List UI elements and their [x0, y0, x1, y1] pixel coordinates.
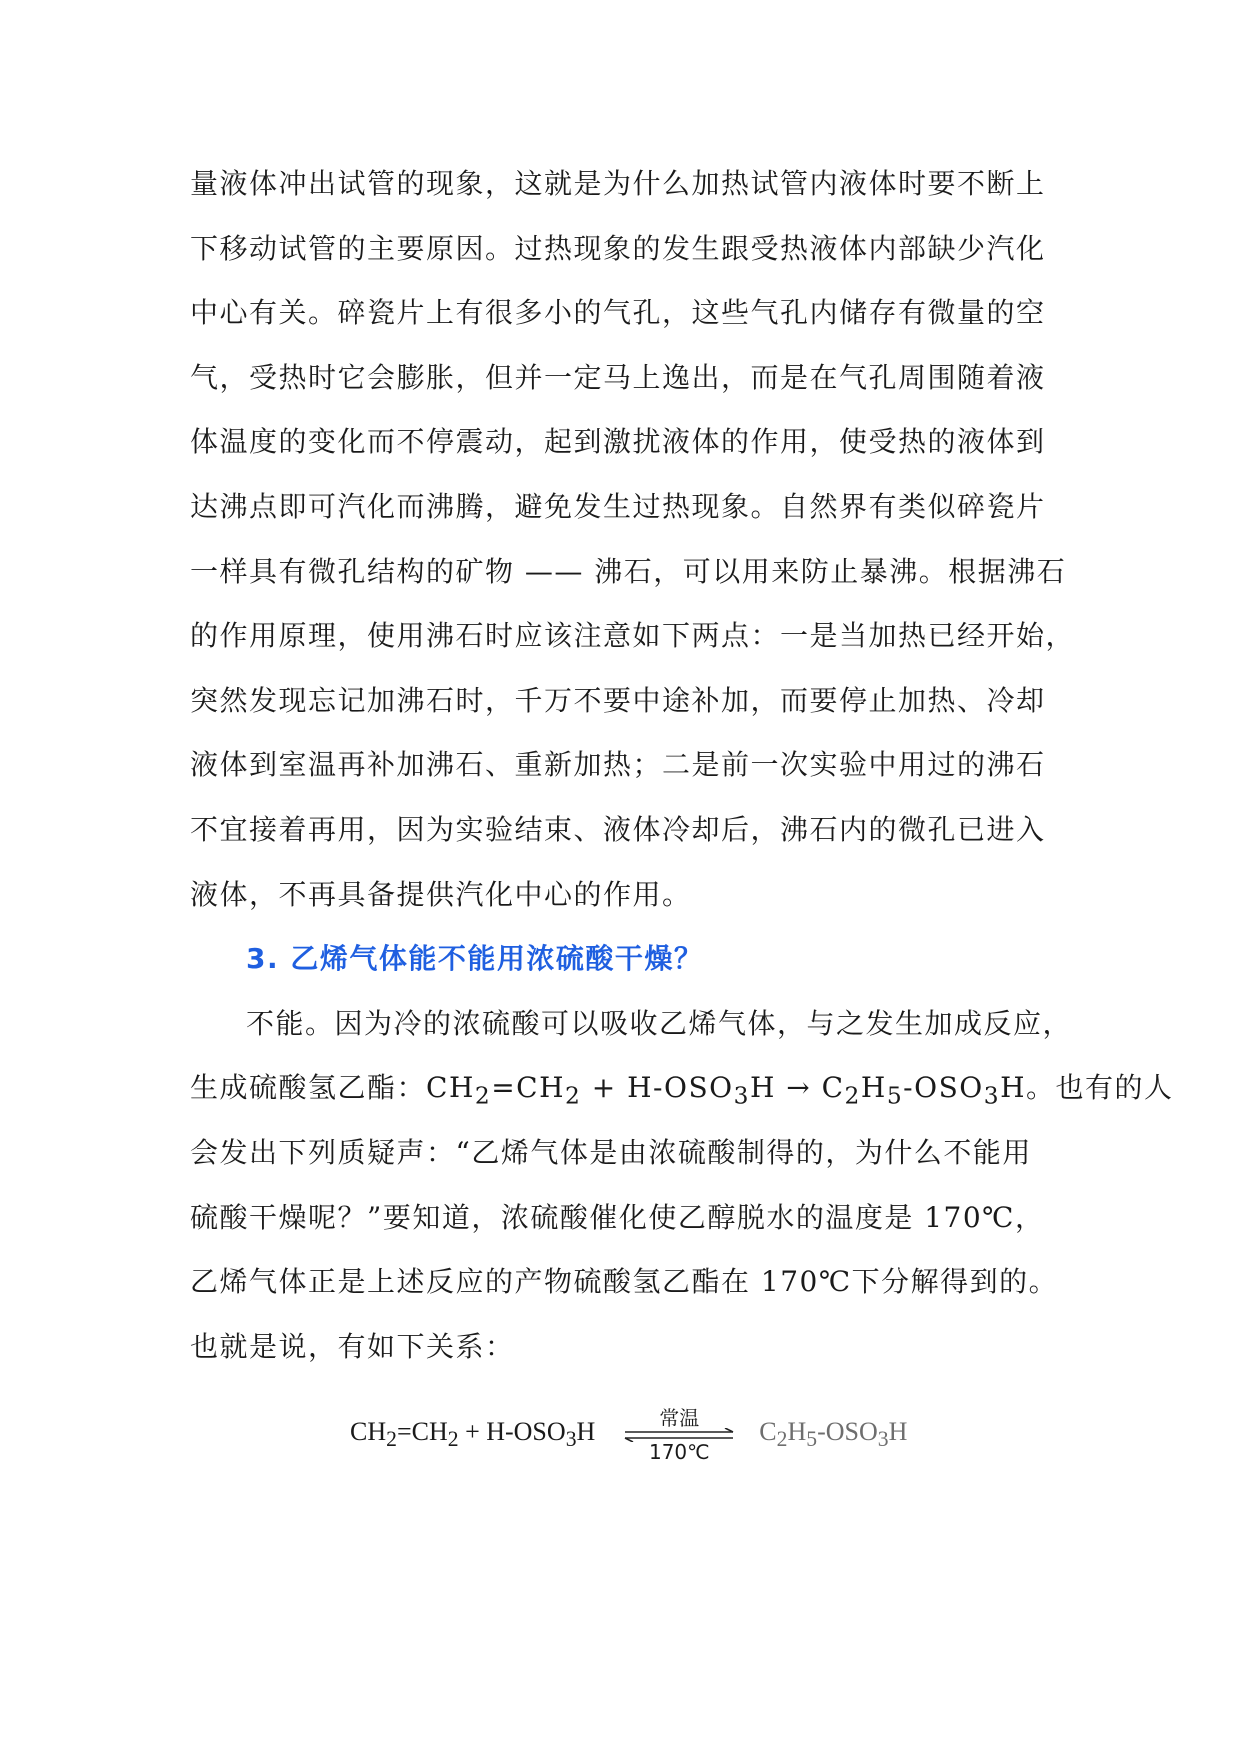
text-line: 液体，不再具备提供汽化中心的作用。: [190, 877, 692, 911]
text-line: 液体到室温再补加沸石、重新加热；二是前一次实验中用过的沸石: [190, 748, 1046, 782]
section-heading: 3. 乙烯气体能不能用浓硫酸干燥？: [246, 942, 704, 976]
text-line: 量液体冲出试管的现象，这就是为什么加热试管内液体时要不断上: [190, 167, 1046, 200]
text-line: 不宜接着再用，因为实验结束、液体冷却后，沸石内的微孔已进入: [190, 812, 1046, 846]
text-line: 一样具有微孔结构的矿物 —— 沸石，可以用来防止暴沸。根据沸石: [190, 554, 1067, 588]
text-line: 会发出下列质疑声：“乙烯气体是由浓硫酸制得的，为什么不能用: [190, 1135, 1032, 1169]
condition-room-temperature: 常温: [659, 1406, 700, 1430]
paragraph-boiling-chips: [190, 152, 1076, 927]
text-line: 也就是说，有如下关系：: [190, 1329, 515, 1363]
text-line-with-formula: 生成硫酸氢乙酯：$CH_2=CH_2 + H-OSO_3H \to C_2H_5-OSO_3H$。也有的人: [190, 1071, 1174, 1110]
text-line: 体温度的变化而不停震动，起到激扰液体的作用，使受热的液体到: [190, 425, 1046, 459]
text-line: 气，受热时它会膨胀，但并一定马上逸出，而是在气孔周围随着液: [190, 360, 1046, 394]
reactants: $CH_2=CH_2 + H-OSO_3H$: [350, 1417, 596, 1452]
text-line: 突然发现忘记加沸石时，千万不要中途补加，而要停止加热、冷却: [190, 683, 1046, 717]
product: $C_2H_5-OSO_3H$: [759, 1417, 908, 1452]
text-line: 中心有关。碎瓷片上有很多小的气孔，这些气孔内储存有微量的空: [190, 296, 1046, 330]
inline-reaction-formula: $CH_2=CH_2 + H-OSO_3H \to C_2H_5-OSO_3H$: [426, 1071, 1026, 1110]
text-line: 下移动试管的主要原因。过热现象的发生跟受热液体内部缺少汽化: [190, 231, 1046, 265]
text-line: 不能。因为冷的浓硫酸可以吸收乙烯气体，与之发生加成反应，: [246, 1006, 1073, 1040]
condition-170c: 170℃: [648, 1440, 710, 1464]
text-line: 乙烯气体正是上述反应的产物硫酸氢乙酯在 170℃下分解得到的。: [190, 1265, 1059, 1299]
text-line: 达沸点即可汽化而沸腾，避免发生过热现象。自然界有类似碎瓷片: [190, 489, 1046, 523]
text-line: 的作用原理，使用沸石时应该注意如下两点：一是当加热已经开始，: [190, 619, 1076, 653]
reversible-arrow: [621, 1400, 737, 1470]
document-body: [190, 152, 1174, 1379]
text-line: 硫酸干燥呢？”要知道，浓硫酸催化使乙醇脱水的温度是 170℃，: [190, 1200, 1045, 1234]
reversible-reaction-equation: [350, 1400, 907, 1470]
